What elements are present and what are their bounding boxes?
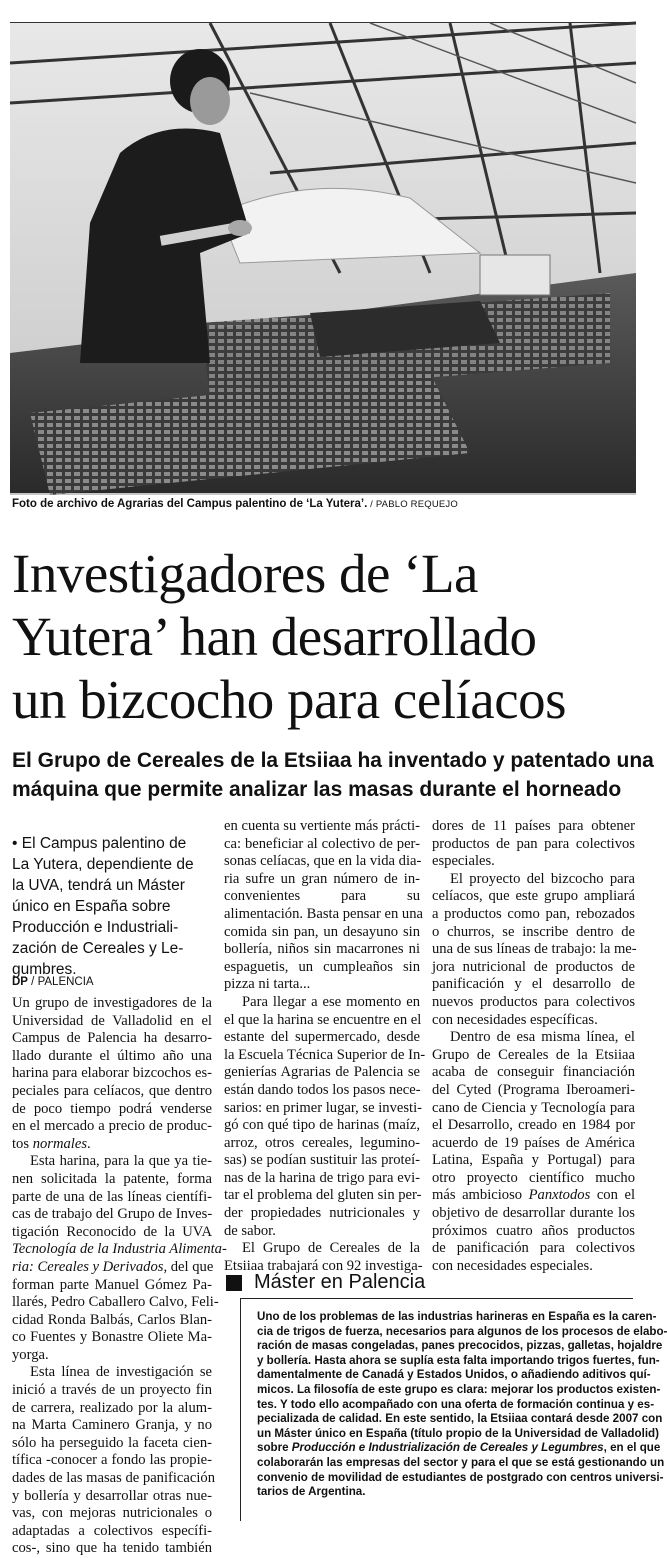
section-marker-icon [226,1275,242,1291]
column-line: gó con qué tipo de harinas (maíz, [224,1117,420,1134]
summary-line: Producción e Industriali- [12,919,179,936]
box-line: un Máster único en España (título propio de la Universidad de Valladolid) [257,1426,659,1440]
column-line: en cuenta su vertiente más prácti- [224,818,420,834]
photo-credit: / PABLO REQUEJO [367,499,458,510]
headline-line: Yutera’ han desarrollado [12,606,537,667]
column-line: sas) se podían sustituir las proteí- [224,1152,420,1169]
column-line: con necesidades especiales. [432,1257,593,1274]
column-line: cos-, sino que ha tenido también [12,1540,212,1557]
caption-text: Foto de archivo de Agrarias del Campus palentino de ‘La Yutera’. [12,498,368,510]
box-line: cia de trigos de fuerza, necesarios para algunos de los procesos de elabo- [257,1324,667,1338]
column-line: panificación y el desarrollo de [432,976,635,993]
column-line: bollería, niños sin macarrones ni [224,941,420,958]
column-line: ca: beneficiar al colectivo de per- [224,835,420,852]
column-line: nas de la harina de trigo para evi- [224,1169,420,1186]
summary-line: zación de Cereales y Le- [12,940,184,957]
column-line: de panificación para colectivos [432,1240,635,1257]
box-line: tes. Y todo ello acompañado con una oferta de formación continua y es- [257,1397,655,1411]
column-line: Grupo de Cereales de la Etsiiaa [432,1046,635,1063]
column-line: El Grupo de Cereales de la [242,1240,420,1257]
headline-line: un bizcocho para celíacos [12,669,567,730]
column-line: otro proyecto científico mucho [432,1169,635,1186]
box-line: micos. La filosofía de este grupo es clara: mejorar los productos existen- [257,1382,661,1396]
column-line: acaba de conseguir financiación [432,1064,635,1081]
subhead-line: El Grupo de Cereales de la Etsiiaa ha inventado y patentado una [12,749,654,772]
column-line: nen solicitada la patente, forma [12,1170,212,1187]
column-line: cano de Ciencia y Tecnología para [432,1099,635,1116]
column-line: vas, con mejoras nutricionales o [12,1505,212,1522]
column-line: con necesidades específicas. [432,1011,598,1028]
article-column-2 [224,818,426,1275]
column-line: Esta harina, para la que ya tie- [30,1153,212,1170]
column-line: jora nutricional de productos de [432,958,635,975]
column-line: una de sus líneas de trabajo: la me- [432,941,637,958]
column-line: celíacos, que este grupo ampliará [432,888,635,905]
box-line: damentalmente de Canadá y Estados Unidos, o añadiendo aditivos quí- [257,1368,651,1382]
box-line: y bollería. Hasta ahora se suplía esta falta importando trigos fuertes, fun- [257,1353,660,1367]
column-line: productos de pan para colectivos [432,835,635,852]
column-line: Tecnología de la Industria Alimenta- [12,1241,227,1258]
sidebar-box-header [224,1271,636,1297]
dateline-source: DP [12,976,28,988]
subhead-line: máquina que permite analizar las masas durante el horneado [12,778,622,801]
column-line: Esta línea de investigación se [30,1364,212,1381]
column-line: cas de trabajo del Grupo de Inves- [12,1206,213,1223]
column-line: de carrera, realizado por la alum- [12,1399,212,1416]
column-line: de sabor. [224,1222,276,1239]
column-line: de poco tiempo podrá venderse [12,1100,212,1117]
column-line: convenientes para su [224,888,420,905]
sidebar-box-text [257,1310,667,1500]
column-line: parte de una de las líneas científi- [12,1188,212,1205]
column-line: co Fuentes y Bonastre Oliete Ma- [12,1329,212,1346]
summary-line: La Yutera, dependiente de [12,856,194,873]
column-line: peciales para celíacos, que dentro [12,1082,212,1099]
box-line: Uno de los problemas de las industrias harineras en España es la caren- [257,1310,657,1323]
column-line: el que la harina se encuentre en el [224,1011,422,1028]
column-line: arroz, otros cereales, legumino- [224,1134,420,1151]
column-line: ria sufre un gran número de in- [224,870,420,887]
column-line: objetivo de desarrollar durante los [432,1205,635,1222]
column-line: nuevos productos para colectivos [432,993,635,1010]
column-line: próximos cuatro años productos [432,1222,635,1239]
greenhouse-illustration [10,23,636,495]
box-line: colaborarán las empresas del sector y para el que se está gestionando un [257,1455,665,1469]
column-line: sarios: en primer lugar, se investi- [224,1099,422,1116]
column-line: adaptadas a colectivos específi- [12,1522,212,1539]
photo-caption [12,498,632,510]
column-line: El proyecto del bizcocho para [450,870,635,887]
column-line: alimentación. Basta pensar en una [224,905,423,922]
column-line: llarés, Pedro Caballero Calvo, Feli- [12,1294,219,1311]
column-line: der propiedades nutricionales y [224,1205,420,1222]
box-line: tarios de Argentina. [257,1485,366,1499]
column-line: Latina, España y Portugal) para [432,1152,635,1169]
column-line: Etsiiaa trabajará con 92 investiga- [224,1257,423,1274]
column-line: ria: Cereales y Derivados, del que [12,1258,214,1275]
column-line: el Desarrollo, creado en 1984 por [432,1117,635,1134]
box-line: sobre Producción e Industrialización de Cereales y Legumbres, en el que [257,1441,661,1455]
summary-line: • El Campus palentino de [12,835,187,852]
column-line: llado durante el último año una [12,1047,212,1064]
column-line: forman parte Manuel Gómez Pa- [12,1276,212,1293]
column-line: a productos como pan, rebozados [432,905,635,922]
column-line: estante del supermercado, desde [224,1029,420,1046]
column-line: Dentro de esa misma línea, el [450,1029,635,1046]
column-line: tigación Reconocido de la UVA [12,1223,212,1240]
dateline-place: / PALENCIA [27,976,94,988]
column-line: y bollería y desarrollar otras nue- [12,1487,212,1504]
column-line: inició a través de un proyecto fin [12,1382,212,1399]
column-line: comida sin pan, un desayuno sin [224,923,420,940]
column-line: sólo ha perseguido la faceta cien- [12,1434,212,1451]
column-line: tar el problema del gluten sin per- [224,1187,422,1204]
column-line: dores de 11 países para obtener [432,818,635,834]
column-line: más ambicioso Panxtodos con el [432,1187,636,1204]
summary-line: la UVA, tendrá un Máster [12,877,185,894]
column-line: espaguetis, un cumpleaños sin [224,958,420,975]
column-line: dades de las masas de panificación [12,1470,216,1487]
column-line: na Marta Caminero Granja, y no [12,1417,212,1434]
column-line: sonas celíacas, que en la vida dia- [224,853,422,870]
headline-line: Investigadores de ‘La [12,543,478,604]
column-line: genierías Agrarias de Palencia se [224,1064,420,1081]
column-line: en el mercado a precio de produc- [12,1118,212,1135]
article-column-1 [12,995,227,1558]
column-line: pizza ni tarta... [224,976,311,993]
summary-line: gumbres. [12,961,77,978]
box-line: ración de masas congeladas, panes precocidos, pizzas, galletas, hojaldre [257,1339,663,1353]
column-line: acuerdo de 19 países de América [432,1134,635,1151]
column-line: especiales. [432,853,495,870]
article-column-3 [432,818,635,1275]
summary-line: único en España sobre [12,898,171,915]
column-line: tos normales. [12,1135,91,1152]
column-line: Para llegar a ese momento en [242,993,420,1010]
column-line: la Escuela Técnica Superior de In- [224,1046,426,1063]
subheadline [12,746,654,804]
box-line: convenio de movilidad de estudiantes de postgrado con centros universi- [257,1470,664,1484]
column-line: tífica -conocer a fondo las propie- [12,1452,212,1469]
article-photo [10,22,636,495]
column-line: yorga. [12,1346,49,1363]
column-line: cidad Ronda Balbás, Carlos Blan- [12,1311,212,1328]
column-line: Campus de Palencia ha desarro- [12,1030,212,1047]
column-line: están dando todos los pasos nece- [224,1081,421,1098]
column-line: del Cyted (Programa Iberoameri- [432,1081,635,1098]
column-line: Un grupo de investigadores de la [12,995,212,1011]
column-line: harina para elaborar bizcochos es- [12,1065,212,1082]
headline [12,542,632,731]
column-line: o churros, se inscribe dentro de [432,923,635,940]
dateline [12,976,94,988]
summary-bullet [12,833,212,980]
sidebar-box-title: Máster en Palencia [254,1271,426,1293]
box-line: pecializada de calidad. En este sentido, la Etsiiaa contará desde 2007 con [257,1412,663,1426]
column-line: Universidad de Valladolid en el [12,1012,212,1029]
